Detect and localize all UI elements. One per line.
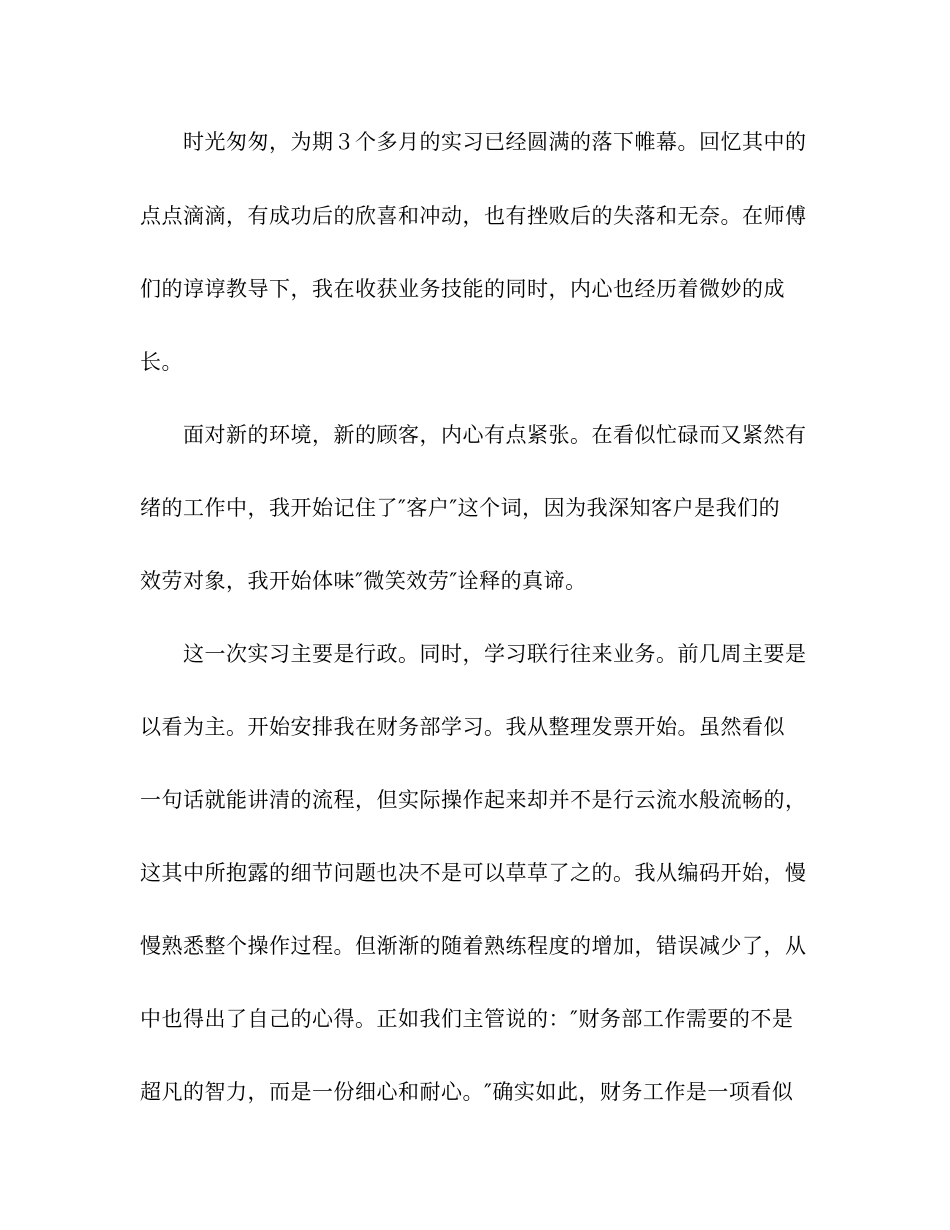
- paragraph-1-line-1: 时光匆匆，为期３个多月的实习已经圆满的落下帷幕。回忆其中的: [183, 130, 807, 154]
- paragraph-2-line-1: 面对新的环境，新的顾客，内心有点紧张。在看似忙碌而又紧然有: [183, 423, 807, 447]
- paragraph-3-line-3: 一句话就能讲清的流程，但实际操作起来却并不是行云流水般流畅的，: [140, 788, 807, 812]
- paragraph-1-line-2: 点点滴滴，有成功后的欣喜和冲动，也有挫败后的失落和无奈。在师傅: [140, 204, 807, 228]
- paragraph-2-line-3: 效劳对象，我开始体味″微笑效劳″诠释的真谛。: [140, 569, 587, 593]
- paragraph-2-line-2: 绪的工作中，我开始记住了″客户″这个词，因为我深知客户是我们的: [140, 496, 781, 520]
- paragraph-3-line-1: 这一次实习主要是行政。同时，学习联行往来业务。前几周主要是: [183, 642, 807, 666]
- paragraph-1-line-3: 们的谆谆教导下，我在收获业务技能的同时，内心也经历着微妙的成: [140, 277, 785, 301]
- paragraph-1-line-4: 长。: [140, 350, 183, 374]
- paragraph-3-line-6: 中也得出了自己的心得。正如我们主管说的：″财务部工作需要的不是: [140, 1007, 794, 1031]
- paragraph-3-line-4: 这其中所抱露的细节问题也决不是可以草草了之的。我从编码开始，慢: [140, 861, 807, 885]
- paragraph-3-line-7: 超凡的智力，而是一份细心和耐心。″确实如此，财务工作是一项看似: [140, 1080, 794, 1104]
- paragraph-3-line-5: 慢熟悉整个操作过程。但渐渐的随着熟练程度的增加，错误减少了，从: [140, 934, 807, 958]
- paragraph-3-line-2: 以看为主。开始安排我在财务部学习。我从整理发票开始。虽然看似: [140, 715, 785, 739]
